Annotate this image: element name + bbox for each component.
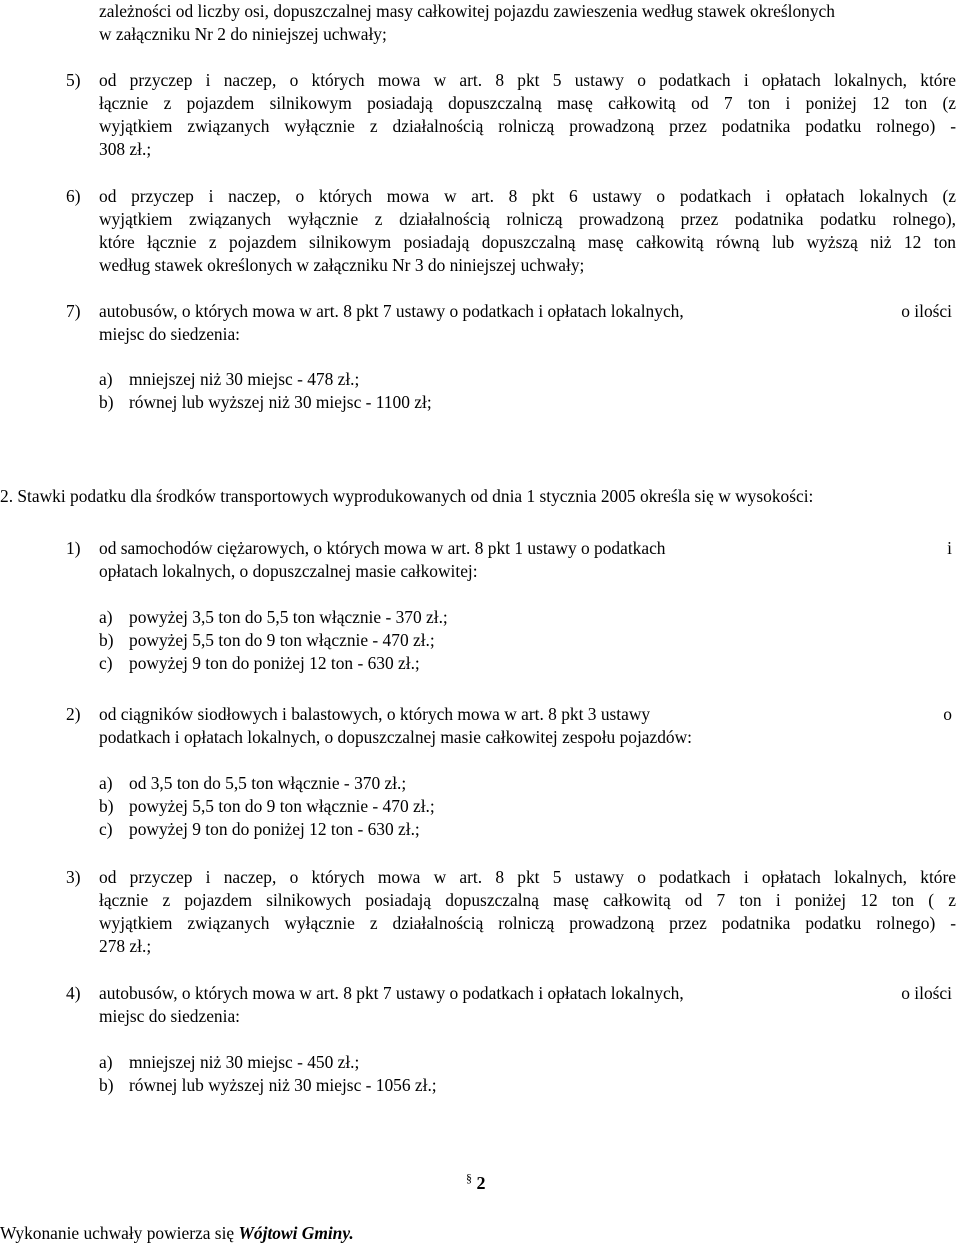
item-6-number: 6)	[66, 186, 81, 206]
section-heading	[466, 1172, 486, 1195]
list-item: b) równej lub wyższej niż 30 miejsc - 1056 zł.;	[99, 1075, 437, 1095]
execution-clause: Wykonanie uchwały powierza się Wójtowi Gminy.	[0, 1223, 354, 1243]
list-item: c) powyżej 9 ton do poniżej 12 ton - 630 zł.;	[99, 653, 420, 673]
item-2-1-number: 1)	[66, 538, 81, 558]
item-7-text: autobusów, o których mowa w art. 8 pkt 7 ustawy o podatkach i opłatach lokalnych, o ilości miejsc do siedzenia:	[99, 301, 952, 344]
list-item: b) powyżej 5,5 ton do 9 ton włącznie - 470 zł.;	[99, 630, 435, 650]
item-2-3-text: od przyczep i naczep, o których mowa w art. 8 pkt 5 ustawy o podatkach i opłatach lokalnych, które łącznie z pojazdem silnikowych posiadają dopuszczalną masę całkowitą od 7 ton i poniżej 12 ton ( z wyjątkiem związanych wyłącznie z działalnością rolniczą prowadzoną przez podatnika podatku rolnego) - 278 zł.;	[99, 867, 956, 956]
list-item: c) powyżej 9 ton do poniżej 12 ton - 630 zł.;	[99, 819, 420, 839]
list-item: a) mniejszej niż 30 miejsc - 478 zł.;	[99, 369, 360, 389]
item-2-2-text: od ciągników siodłowych i balastowych, o których mowa w art. 8 pkt 3 ustawy o podatkach i opłatach lokalnych, o dopuszczalnej masie całkowitej zespołu pojazdów:	[99, 704, 952, 747]
item-5-number: 5)	[66, 70, 81, 90]
item-2-2-subitems	[99, 772, 956, 841]
item-2-4-number: 4)	[66, 983, 81, 1003]
list-item: b) powyżej 5,5 ton do 9 ton włącznie - 470 zł.;	[99, 796, 435, 816]
item-2-1-subitems	[99, 606, 956, 675]
section-sign: §	[466, 1171, 472, 1185]
responsible-body: Wójtowi Gminy.	[238, 1223, 354, 1243]
item-2-1-text: od samochodów ciężarowych, o których mowa w art. 8 pkt 1 ustawy o podatkach i opłatach lokalnych, o dopuszczalnej masie całkowitej:	[99, 538, 952, 581]
item-2-4-subitems	[99, 1051, 956, 1097]
list-item: a) mniejszej niż 30 miejsc - 450 zł.;	[99, 1052, 360, 1072]
section-number: 2	[476, 1173, 486, 1193]
list-item: b) równej lub wyższej niż 30 miejsc - 1100 zł;	[99, 392, 432, 412]
item-7-number: 7)	[66, 301, 81, 321]
list-item: a) powyżej 3,5 ton do 5,5 ton włącznie - 370 zł.;	[99, 607, 448, 627]
item-2-3-number: 3)	[66, 867, 81, 887]
paragraph-2-intro: 2. Stawki podatku dla środków transportowych wyprodukowanych od dnia 1 stycznia 2005 określa się w wysokości:	[0, 486, 814, 506]
item-5-text: od przyczep i naczep, o których mowa w art. 8 pkt 5 ustawy o podatkach i opłatach lokalnych, które łącznie z pojazdem silnikowym posiadają dopuszczalną masę całkowitą od 7 ton i poniżej 12 ton (z wyjątkiem związanych wyłącznie z działalnością rolniczą prowadzoną przez podatnika podatku rolnego) - 308 zł.;	[99, 70, 956, 159]
item-2-4-text: autobusów, o których mowa w art. 8 pkt 7 ustawy o podatkach i opłatach lokalnych, o ilości miejsc do siedzenia:	[99, 983, 952, 1026]
prev-item-continuation: zależności od liczby osi, dopuszczalnej masy całkowitej pojazdu zawieszenia według stawek określonych w załączniku Nr 2 do niniejszej uchwały;	[99, 1, 835, 44]
list-item: a) od 3,5 ton do 5,5 ton włącznie - 370 zł.;	[99, 773, 407, 793]
item-2-2-number: 2)	[66, 704, 81, 724]
item-7-subitems	[99, 368, 956, 414]
item-6-text: od przyczep i naczep, o których mowa w art. 8 pkt 6 ustawy o podatkach i opłatach lokalnych (z wyjątkiem związanych wyłącznie z działalnością rolniczą prowadzoną przez podatnika podatku rolnego), które łącznie z pojazdem silnikowym posiadają dopuszczalną masę całkowitą równą lub wyższą niż 12 ton według stawek określonych w załączniku Nr 3 do niniejszej uchwały;	[99, 186, 956, 275]
